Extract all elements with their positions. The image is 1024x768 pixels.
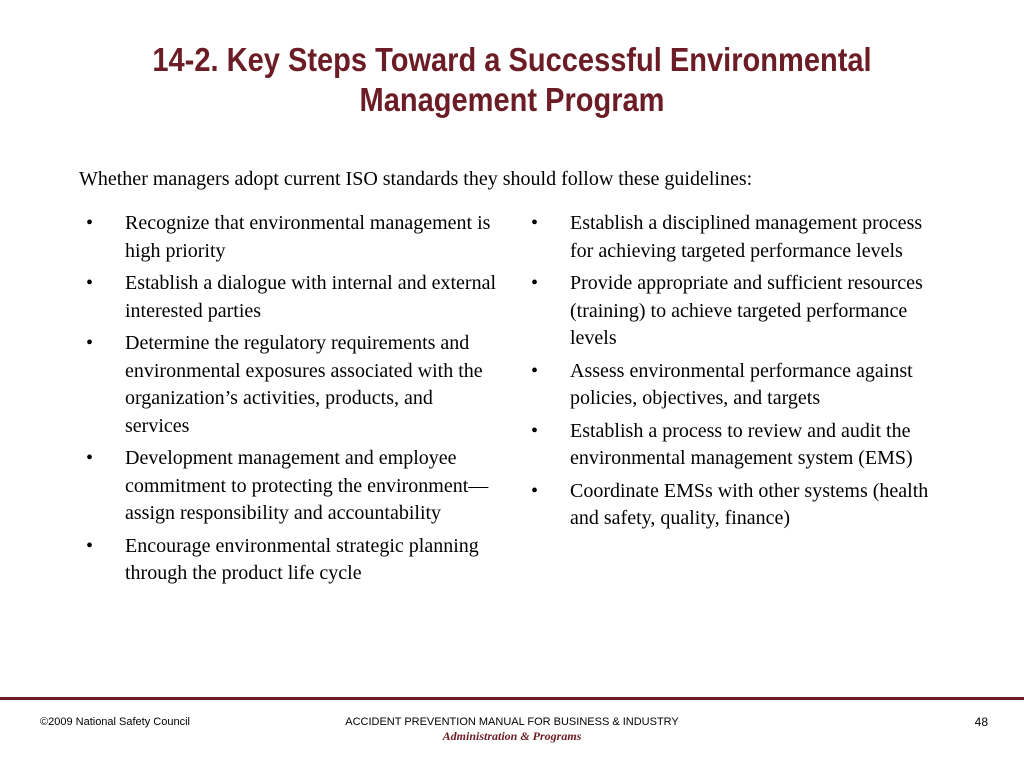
- right-bullet-list: [531, 210, 941, 538]
- bullet-icon: •: [86, 534, 94, 557]
- list-item-text: Establish a process to review and audit the environmental management system (EMS): [570, 419, 913, 469]
- list-item: [86, 330, 496, 440]
- list-item: [531, 478, 941, 533]
- slide-title-line-1: 14-2. Key Steps Toward a Successful Environmental: [152, 41, 872, 78]
- list-item-text: Development management and employee commitment to protecting the environment—assign responsibility and accountability: [125, 447, 489, 524]
- list-item: [531, 210, 941, 265]
- bullet-icon: •: [531, 212, 539, 234]
- list-item: [531, 418, 941, 473]
- slide-title: [97, 40, 928, 120]
- list-item-text: Establish a disciplined management process for achieving targeted performance levels: [570, 212, 923, 262]
- list-item: [86, 270, 496, 325]
- bullet-icon: •: [86, 447, 94, 469]
- bullet-icon: •: [531, 359, 539, 382]
- footer-volume-title: Administration & Programs: [442, 729, 582, 743]
- list-item-text: Provide appropriate and sufficient resources (training) to achieve targeted performance levels: [570, 272, 923, 349]
- list-item-text: Encourage environmental strategic planning through the product life cycle: [125, 534, 479, 584]
- bullet-icon: •: [86, 332, 94, 354]
- page-number: 48: [974, 715, 988, 729]
- intro-text: Whether managers adopt current ISO standards they should follow these guidelines:: [79, 168, 753, 190]
- list-item: [86, 210, 496, 265]
- bullet-icon: •: [531, 272, 539, 294]
- list-item: [531, 358, 941, 413]
- list-item: [86, 533, 496, 588]
- slide-title-line-2: Management Program: [359, 81, 665, 118]
- list-item-text: Determine the regulatory requirements and environmental exposures associated with the organization’s activities, products, and services: [125, 332, 483, 437]
- footer-manual-info: [312, 715, 712, 743]
- bullet-icon: •: [531, 419, 539, 442]
- footer-manual-title: ACCIDENT PREVENTION MANUAL FOR BUSINESS & INDUSTRY: [345, 716, 679, 728]
- left-bullet-list: [86, 210, 496, 593]
- list-item-text: Coordinate EMSs with other systems (health and safety, quality, finance): [570, 479, 929, 529]
- list-item-text: Recognize that environmental management is high priority: [125, 212, 491, 262]
- list-item: [86, 445, 496, 528]
- bullet-icon: •: [531, 479, 539, 502]
- footer-divider: [0, 697, 1024, 700]
- footer-copyright: ©2009 National Safety Council: [40, 716, 190, 728]
- bullet-icon: •: [86, 272, 94, 294]
- list-item-text: Establish a dialogue with internal and external interested parties: [125, 272, 496, 322]
- list-item: [531, 270, 941, 353]
- bullet-icon: •: [86, 212, 94, 234]
- list-item-text: Assess environmental performance against policies, objectives, and targets: [570, 359, 913, 409]
